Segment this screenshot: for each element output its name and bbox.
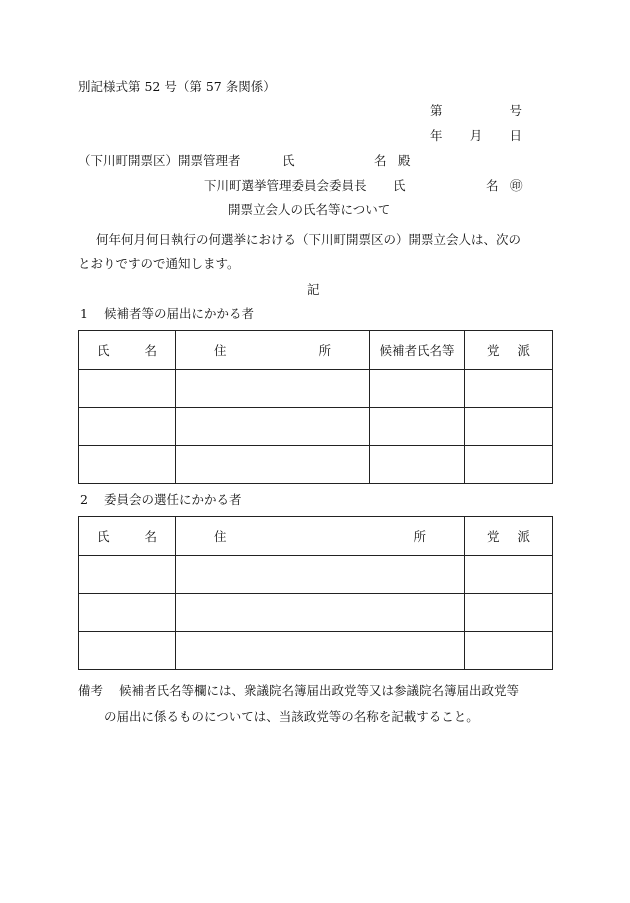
number-line <box>430 103 522 119</box>
remarks-line-1: 候補者氏名等欄には、衆議院名簿届出政党等又は参議院名簿届出政党等 <box>119 683 520 698</box>
addressee-title: 開票管理者 <box>178 153 241 168</box>
ki-heading: 記 <box>307 282 320 297</box>
remarks-line-2: の届出に係るものについては、当該政党等の名称を記載すること。 <box>104 709 479 724</box>
table-row <box>79 594 553 632</box>
party-cell[interactable] <box>465 446 553 484</box>
name-cell[interactable] <box>79 408 176 446</box>
addressee-mei: 名 <box>374 153 387 168</box>
party-cell[interactable] <box>465 594 553 632</box>
candidate-cell[interactable] <box>370 370 465 408</box>
subject-title: 開票立会人の氏名等について <box>228 202 391 217</box>
name-cell[interactable] <box>79 446 176 484</box>
table-row <box>79 556 553 594</box>
address-cell[interactable] <box>176 556 465 594</box>
header-name: 氏 名 <box>79 331 176 370</box>
header-candidate: 候補者氏名等 <box>370 331 465 370</box>
name-cell[interactable] <box>79 370 176 408</box>
party-cell[interactable] <box>465 632 553 670</box>
header-address: 住 所 <box>176 517 465 556</box>
party-cell[interactable] <box>465 370 553 408</box>
body-line-2: とおりですので通知します。 <box>78 256 240 271</box>
date-day: 日 <box>509 128 522 143</box>
date-line <box>430 128 522 144</box>
header-party: 党 派 <box>465 517 553 556</box>
addressee-honorific: 殿 <box>398 153 411 168</box>
number-prefix: 第 <box>430 103 443 118</box>
body-line-1: 何年何月何日執行の何選挙における（下川町開票区の）開票立会人は、次の <box>96 232 522 247</box>
party-cell[interactable] <box>465 556 553 594</box>
addressee-shi: 氏 <box>282 153 295 168</box>
sender-mei: 名 <box>486 178 499 193</box>
table-header-row <box>79 517 553 556</box>
section2-title: 委員会の選任にかかる者 <box>104 492 242 507</box>
committee-witness-table <box>78 516 553 670</box>
table-row <box>79 632 553 670</box>
name-cell[interactable] <box>79 632 176 670</box>
sender-seal: ㊞ <box>510 178 523 193</box>
address-cell[interactable] <box>176 446 370 484</box>
remarks-label: 備考 <box>78 683 104 698</box>
form-label: 別記様式第 52 号（第 57 条関係） <box>78 79 276 94</box>
section2-number: 2 <box>80 492 88 507</box>
candidate-witness-table <box>78 330 553 484</box>
party-cell[interactable] <box>465 408 553 446</box>
address-cell[interactable] <box>176 408 370 446</box>
date-year: 年 <box>430 128 443 143</box>
section1-title: 候補者等の届出にかかる者 <box>104 306 255 321</box>
sender-shi: 氏 <box>393 178 406 193</box>
date-month: 月 <box>469 128 483 143</box>
address-cell[interactable] <box>176 594 465 632</box>
table-row <box>79 370 553 408</box>
address-cell[interactable] <box>176 632 465 670</box>
candidate-cell[interactable] <box>370 408 465 446</box>
name-cell[interactable] <box>79 556 176 594</box>
header-address: 住 所 <box>176 331 370 370</box>
addressee-district: （下川町開票区） <box>78 153 179 168</box>
table-row <box>79 446 553 484</box>
sender-title: 下川町選挙管理委員会委員長 <box>204 178 367 193</box>
address-cell[interactable] <box>176 370 370 408</box>
table-row <box>79 408 553 446</box>
header-name: 氏 名 <box>79 517 176 556</box>
section1-number: 1 <box>80 306 88 321</box>
header-party: 党 派 <box>465 331 553 370</box>
number-suffix: 号 <box>509 103 522 118</box>
candidate-cell[interactable] <box>370 446 465 484</box>
table-header-row <box>79 331 553 370</box>
name-cell[interactable] <box>79 594 176 632</box>
